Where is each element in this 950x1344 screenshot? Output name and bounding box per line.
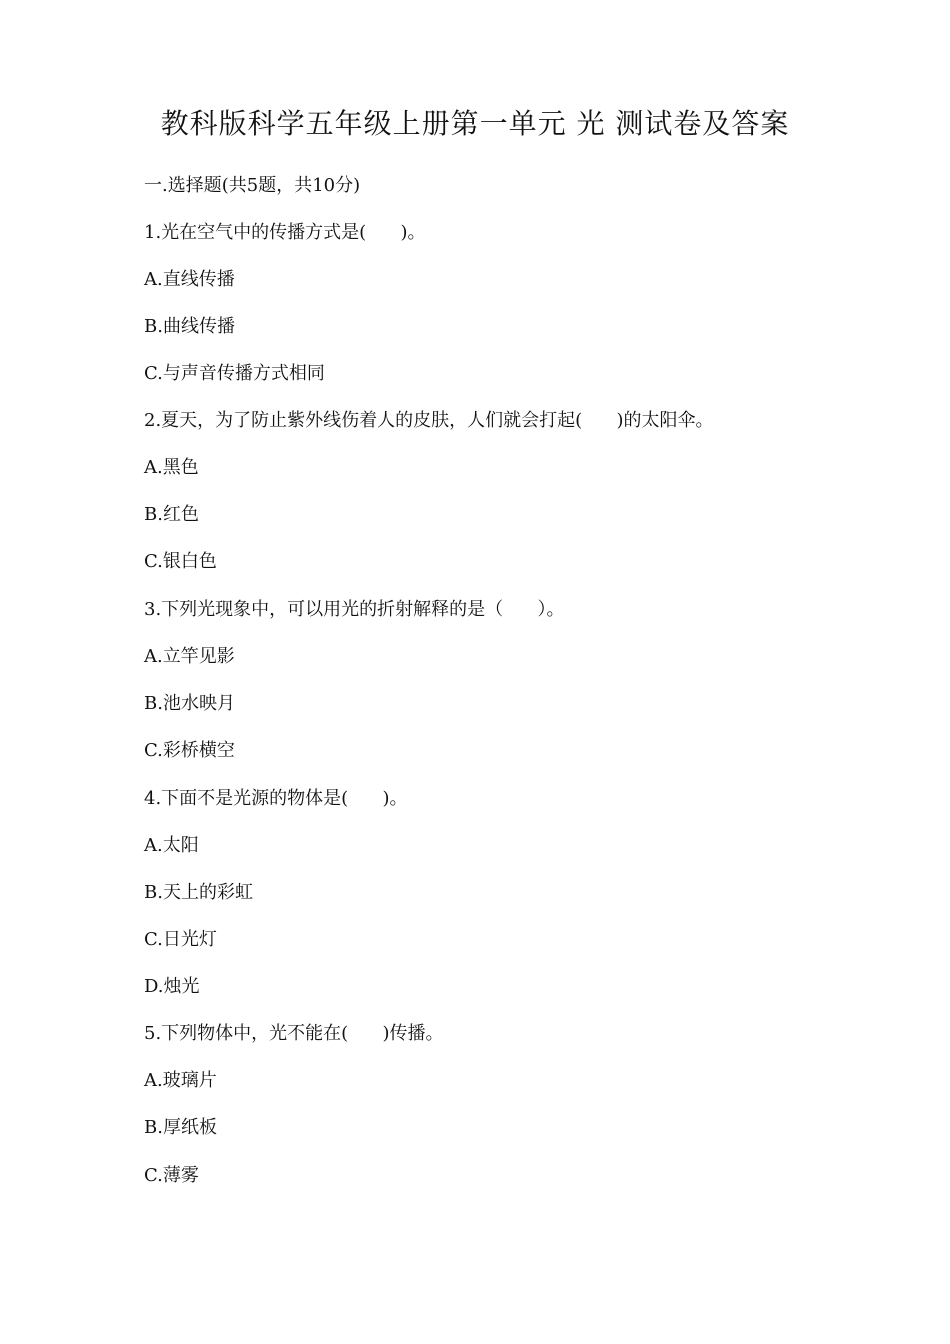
question-4-option-c: C.日光灯 — [144, 929, 217, 950]
question-2-option-b: B.红色 — [144, 504, 199, 525]
question-2-option-c: C.银白色 — [144, 551, 217, 572]
document-title: 教科版科学五年级上册第一单元 光 测试卷及答案 — [160, 107, 790, 140]
question-4-stem: 4.下面不是光源的物体是( )。 — [144, 788, 408, 809]
question-1-option-a: A.直线传播 — [144, 269, 235, 290]
question-4-option-a: A.太阳 — [144, 835, 199, 856]
question-5-option-c: C.薄雾 — [144, 1165, 199, 1186]
question-5-option-b: B.厚纸板 — [144, 1117, 217, 1138]
question-2-stem: 2.夏天，为了防止紫外线伤着人的皮肤，人们就会打起( )的太阳伞。 — [144, 410, 714, 431]
section-heading: 一.选择题(共5题，共10分) — [144, 175, 361, 196]
question-5-stem: 5.下列物体中，光不能在( )传播。 — [144, 1023, 444, 1044]
question-2-option-a: A.黑色 — [144, 457, 199, 478]
question-3-option-b: B.池水映月 — [144, 693, 235, 714]
question-1-option-c: C.与声音传播方式相同 — [144, 363, 325, 384]
question-4-option-b: B.天上的彩虹 — [144, 882, 253, 903]
question-3-stem: 3.下列光现象中，可以用光的折射解释的是（ ）。 — [144, 599, 565, 620]
question-3-option-a: A.立竿见影 — [144, 646, 235, 667]
question-5-option-a: A.玻璃片 — [144, 1070, 217, 1091]
question-1-stem: 1.光在空气中的传播方式是( )。 — [144, 222, 426, 243]
question-3-option-c: C.彩桥横空 — [144, 740, 235, 761]
question-4-option-d: D.烛光 — [144, 976, 200, 997]
question-1-option-b: B.曲线传播 — [144, 316, 235, 337]
